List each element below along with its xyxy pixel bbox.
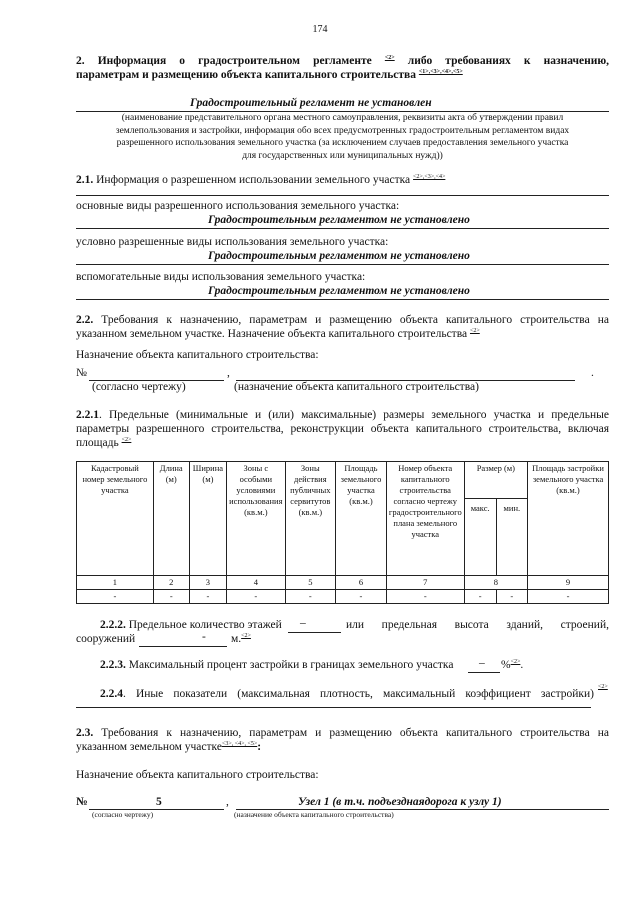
percent-sign xyxy=(501,659,523,671)
section-2-3-line-2 xyxy=(76,741,261,753)
auxiliary-uses-value: Градостроительным регламентом не установлено xyxy=(208,285,470,297)
number-sign: № xyxy=(76,367,87,379)
table-cell: - xyxy=(153,590,189,604)
table-cell: - xyxy=(386,590,464,604)
caption-line: землепользования и застройки, информация обо всех предусмотренных градостроительным регламентом видах xyxy=(115,125,570,136)
header-cadastral: Кадастровый номер земельного участка xyxy=(77,462,154,576)
divider xyxy=(76,264,609,265)
section-num: 2.2.3. xyxy=(100,659,126,671)
footnote-ref: <2> xyxy=(510,659,521,666)
section-text: площадь xyxy=(76,437,119,449)
section-text: Максимальный процент застройки в границах земельного участка xyxy=(128,659,454,671)
section-2-heading-line-2 xyxy=(76,69,463,81)
conditional-uses-value: Градостроительным регламентом не установлено xyxy=(208,250,470,262)
main-uses-label: основные виды разрешенного использования земельного участка: xyxy=(76,200,400,212)
section-num: 2.2.2. xyxy=(100,619,126,631)
parameters-table xyxy=(76,461,609,604)
col-number: 7 xyxy=(386,576,464,590)
colon: : xyxy=(257,741,262,753)
section-num: 2.1. xyxy=(76,174,94,186)
caption-number: (согласно чертежу) xyxy=(92,810,154,819)
table-cell: - xyxy=(77,590,154,604)
footnote-ref: <2> xyxy=(384,55,395,62)
comma: , xyxy=(227,367,230,379)
header-width: Ширина (м) xyxy=(189,462,226,576)
section-text: . Иные показатели (максимальная плотность, максимальный коэффициент застройки) xyxy=(123,688,594,700)
conditional-uses-label: условно разрешенные виды использования земельного участка: xyxy=(76,236,389,248)
table-cell: - xyxy=(464,590,496,604)
section-text: указанном земельном участке xyxy=(76,741,222,753)
col-number: 8 xyxy=(464,576,527,590)
col-number: 4 xyxy=(227,576,285,590)
footnote-refs: <3>, <4>, <5> xyxy=(221,741,258,748)
unit-label: м. xyxy=(231,633,242,645)
table-cell: - xyxy=(227,590,285,604)
table-cell: - xyxy=(285,590,336,604)
section-2-2-1-line-3 xyxy=(76,437,131,449)
section-text: Требования к назначению, параметрам и размещению объекта капитального строительства на xyxy=(101,727,609,739)
caption-number: (согласно чертежу) xyxy=(92,381,186,393)
divider xyxy=(76,299,609,300)
section-2-heading-line-1 xyxy=(76,55,609,67)
section-2-title: 2. Информация о градостроительном регламенте xyxy=(76,55,372,67)
header-length: Длина (м) xyxy=(153,462,189,576)
section-text: Требования к назначению, параметрам и размещению объекта капитального строительства на xyxy=(101,314,609,326)
reglament-caption xyxy=(76,112,609,162)
section-2-3-line-1 xyxy=(76,727,609,739)
percent-field-line xyxy=(468,672,500,673)
section-2-title-l2: параметрам и размещению объекта капитального строительства xyxy=(76,69,417,81)
dot: . xyxy=(520,659,524,671)
floors-value: – xyxy=(300,617,306,629)
section-2-2-3 xyxy=(100,659,453,671)
section-2-2-2-tail: или предельная высота зданий, строений, xyxy=(346,619,609,631)
comma: , xyxy=(226,796,229,808)
dot: . xyxy=(591,367,594,379)
reglament-value: Градостроительный регламент не установлен xyxy=(190,97,432,109)
divider xyxy=(76,228,609,229)
header-plot-area: Площадь земельного участка (кв.м.) xyxy=(336,462,387,576)
height-value: - xyxy=(202,631,206,643)
floors-field-line xyxy=(288,632,341,633)
header-size-min: мин. xyxy=(496,499,527,576)
table-cell: - xyxy=(189,590,226,604)
caption-line: для государственных или муниципальных нужд)) xyxy=(242,150,443,161)
section-2-2-1-line-1 xyxy=(76,409,609,421)
col-number: 3 xyxy=(189,576,226,590)
header-object-number: Номер объекта капитального строительства согласно чертежу градостроительного плана земельного участка xyxy=(386,462,464,576)
header-building-area: Площадь застройки земельного участка (кв.м.) xyxy=(528,462,609,576)
header-size: Размер (м) xyxy=(464,462,527,499)
divider xyxy=(76,195,609,196)
percent-value: – xyxy=(479,657,485,669)
caption-line: разрешенного использования земельного участка (за исключением случаев предоставления земельного участка xyxy=(116,138,569,148)
section-2-title-tail: либо требованиях к назначению, xyxy=(407,55,610,67)
section-2-2-line-1 xyxy=(76,314,609,326)
section-num: 2.2. xyxy=(76,314,94,326)
section-2-2-2-line-2: сооружений xyxy=(76,633,136,645)
purpose-label: Назначение объекта капитального строительства: xyxy=(76,349,319,361)
pct: % xyxy=(501,659,511,671)
footnote-ref: <2> xyxy=(241,633,251,640)
section-2-2-4 xyxy=(100,688,594,700)
section-text: указанном земельном участке. Назначение объекта капитального строительства xyxy=(76,328,468,340)
purpose-label: Назначение объекта капитального строительства: xyxy=(76,769,319,781)
footnote-ref: <2> xyxy=(598,684,608,690)
table-cell: - xyxy=(336,590,387,604)
caption-line: (наименование представительного органа местного самоуправления, реквизиты акта об утверждении правил xyxy=(121,113,564,123)
header-special-zones: Зоны с особыми условиями использования (кв.м.) xyxy=(227,462,285,576)
footnote-refs: <2>,<3>,<4> xyxy=(413,174,446,181)
col-number: 5 xyxy=(285,576,336,590)
section-title: Информация о разрешенном использовании земельного участка xyxy=(96,174,411,186)
footnote-ref: <2> xyxy=(121,437,132,444)
caption-name: (назначение объекта капитального строительства) xyxy=(234,810,394,819)
section-text: . Предельные (минимальные и (или) максимальные) размеры земельного участка и предельные xyxy=(99,409,609,421)
caption-name: (назначение объекта капитального строительства) xyxy=(234,381,479,393)
unit xyxy=(231,633,251,645)
section-num: 2.2.4 xyxy=(100,688,123,700)
divider xyxy=(76,707,591,708)
section-2-2-line-2 xyxy=(76,328,480,340)
footnote-ref: <2> xyxy=(469,328,480,335)
section-num: 2.3. xyxy=(76,727,94,739)
height-field-line xyxy=(139,646,227,647)
footnote-refs: <1>,<3>,<4>,<5> xyxy=(418,69,463,76)
object-name: Узел 1 (в т.ч. подъезднаядорога к узлу 1) xyxy=(298,796,502,808)
table-cell: - xyxy=(496,590,527,604)
section-2-2-2-line-1 xyxy=(100,619,282,631)
main-uses-value: Градостроительным регламентом не установлено xyxy=(208,214,470,226)
header-size-max: макс. xyxy=(464,499,496,576)
section-text: Предельное количество этажей xyxy=(128,619,282,631)
section-num: 2.2.1 xyxy=(76,409,99,421)
number-sign: № xyxy=(76,796,88,808)
col-number: 6 xyxy=(336,576,387,590)
col-number: 2 xyxy=(153,576,189,590)
auxiliary-uses-label: вспомогательные виды использования земельного участка: xyxy=(76,271,366,283)
page-number: 174 xyxy=(312,24,328,35)
col-number: 9 xyxy=(528,576,609,590)
col-number: 1 xyxy=(77,576,154,590)
table-cell: - xyxy=(528,590,609,604)
section-2-1-heading xyxy=(76,174,445,186)
object-number: 5 xyxy=(156,796,162,808)
header-servitude-zones: Зоны действия публичных сервитутов (кв.м.) xyxy=(285,462,336,576)
section-2-2-1-line-2: параметры разрешенного строительства, реконструкции объекта капитального строительства, включая xyxy=(76,423,609,435)
